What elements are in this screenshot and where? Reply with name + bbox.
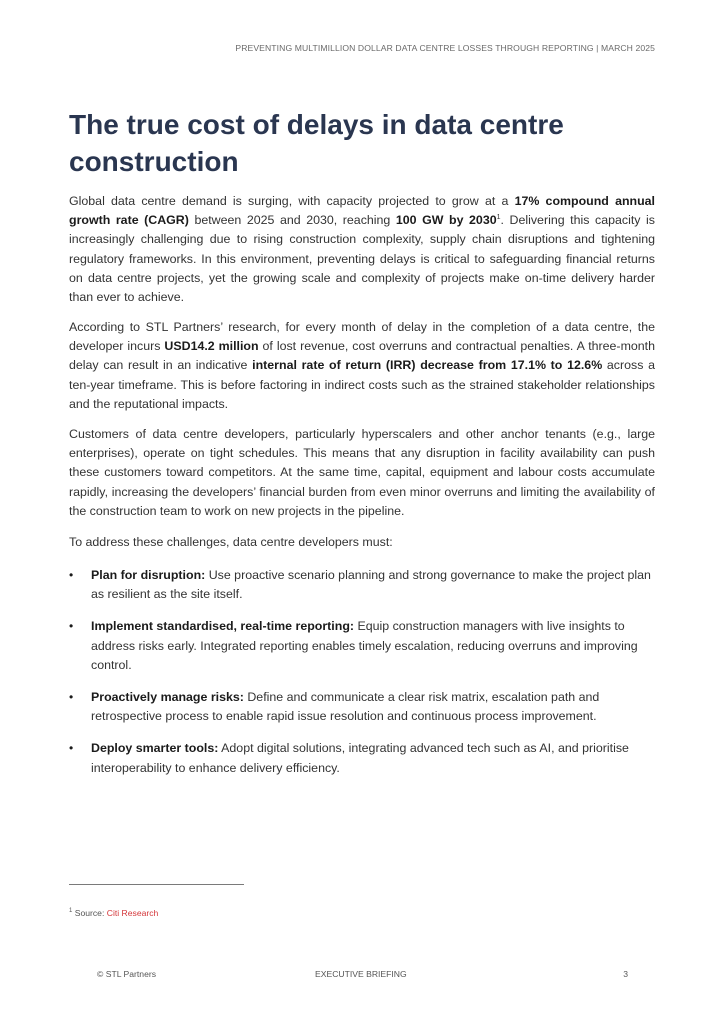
list-item (69, 617, 655, 675)
emphasis-monthly-loss: USD14.2 million (164, 339, 259, 354)
page-number: 3 (623, 969, 628, 979)
footnote-divider (69, 884, 244, 885)
text-segment: . Delivering this capacity is increasingly challenging due to rising construction complexity, supply chain disruptions and tightening regulatory frameworks. In this environment, preventing delays is critical to safeguarding financial returns on data centre projects, yet the growing scale and complexity of projects make on-time delivery harder than ever to achieve. (69, 213, 655, 305)
list-item-heading: Implement standardised, real-time reporting: (91, 619, 355, 634)
recommendations-list (69, 566, 655, 791)
footnote (69, 908, 158, 918)
bullet-marker: • (69, 619, 74, 634)
list-item (69, 566, 655, 604)
footer-copyright: © STL Partners (97, 969, 157, 979)
list-item-heading: Deploy smarter tools: (91, 741, 219, 756)
text-segment: Global data centre demand is surging, with capacity projected to grow at a (69, 194, 515, 208)
bullet-marker: • (69, 741, 74, 756)
paragraph-demand (69, 192, 655, 307)
list-item-heading: Plan for disruption: (91, 568, 206, 582)
list-item-heading: Proactively manage risks: (91, 690, 244, 705)
text-segment: According to STL Partners’ research, for every month of delay in the completion of a data centre, the developer incurs (69, 320, 655, 354)
list-item (69, 688, 655, 726)
paragraph-customers: Customers of data centre developers, particularly hyperscalers and other anchor tenants (e.g., large enterprises), operate on tight schedules. This means that any disruption in facility availability can push these customers toward competitors. At the same time, capital, equipment and labour costs accumulate rapidly, increasing the developers’ financial burden from even minor overruns and limiting the availability of the construction team to work on new projects in the pipeline. (69, 427, 655, 518)
footer-document-type: EXECUTIVE BRIEFING (315, 969, 407, 979)
text-segment: of lost revenue, cost overruns and contractual penalties. A three-month delay can result in an indicative (69, 339, 656, 373)
bullet-marker: • (69, 568, 74, 582)
footnote-number: 1 (69, 908, 73, 915)
paragraph-cost-of-delay (69, 318, 655, 414)
emphasis-cagr: 17% compound annual growth rate (CAGR) (69, 194, 655, 228)
emphasis-irr: internal rate of return (IRR) decrease from 17.1% to 12.6% (252, 358, 603, 373)
list-item-text: Adopt digital solutions, integrating advanced tech such as AI, and prioritise interoperability to enhance delivery efficiency. (91, 741, 629, 775)
list-item-text: Use proactive scenario planning and strong governance to make the project plan as resilient as the site itself. (91, 568, 651, 602)
emphasis-capacity: 100 GW by 2030 (395, 213, 497, 228)
text-segment: between 2025 and 2030, reaching (188, 213, 396, 228)
running-header: PREVENTING MULTIMILLION DOLLAR DATA CENTRE LOSSES THROUGH REPORTING | MARCH 2025 (235, 43, 655, 53)
list-item-text: Define and communicate a clear risk matrix, escalation path and retrospective process to enable rapid issue resolution and continuous process improvement. (91, 690, 600, 724)
page-title: The true cost of delays in data centre construction (69, 109, 564, 177)
list-item-text: Equip construction managers with live insights to address risks early. Integrated reporting enables timely escalation, reducing overruns and improving control. (91, 619, 638, 672)
footnote-label: Source: (72, 908, 107, 918)
text-segment: across a ten-year timeframe. This is before factoring in indirect costs such as the strained stakeholder relationships and the reputational impacts. (69, 358, 655, 411)
paragraph-intro-list: To address these challenges, data centre developers must: (69, 535, 393, 549)
list-item (69, 739, 655, 777)
bullet-marker: • (69, 690, 74, 705)
footnote-source-link[interactable]: Citi Research (106, 908, 159, 918)
footnote-reference[interactable]: 1 (496, 214, 501, 222)
